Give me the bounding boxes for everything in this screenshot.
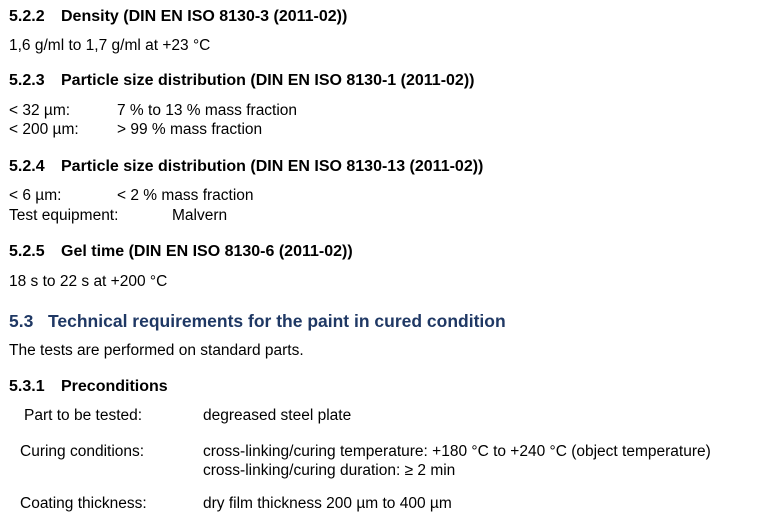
section-number: 5.3: [9, 311, 34, 331]
precondition-value: dry film thickness 200 µm to 400 µm: [203, 495, 452, 512]
precondition-value-2: cross-linking/curing duration: ≥ 2 min: [203, 462, 456, 479]
precondition-label: Part to be tested:: [24, 407, 143, 424]
spec-label: Test equipment:: [9, 207, 119, 224]
heading-5-2-3: [9, 72, 474, 90]
section-title: Particle size distribution (DIN EN ISO 8130-1 (2011-02)): [61, 72, 475, 89]
section-title: Technical requirements for the paint in cured condition: [48, 311, 506, 331]
section-title: Particle size distribution (DIN EN ISO 8130-13 (2011-02)): [61, 158, 484, 175]
spec-value: < 2 % mass fraction: [117, 187, 254, 204]
section-title: Preconditions: [61, 378, 168, 395]
spec-value: Malvern: [172, 207, 228, 224]
section-number: 5.2.4: [9, 158, 45, 175]
density-value: 1,6 g/ml to 1,7 g/ml at +23 °C: [9, 37, 211, 54]
spec-value: 7 % to 13 % mass fraction: [117, 102, 298, 119]
spec-label: < 6 µm:: [9, 187, 62, 204]
heading-5-2-2: [9, 8, 347, 26]
precondition-value: degreased steel plate: [203, 407, 352, 424]
spec-value: > 99 % mass fraction: [117, 121, 263, 138]
heading-5-2-4: [9, 158, 483, 176]
section-title: Gel time (DIN EN ISO 8130-6 (2011-02)): [61, 243, 353, 260]
section-number: 5.2.3: [9, 72, 45, 89]
spec-label: < 32 µm:: [9, 102, 71, 119]
section-number: 5.2.5: [9, 243, 45, 260]
section-intro: The tests are performed on standard parts.: [9, 342, 304, 359]
heading-5-3-1: [9, 378, 168, 396]
section-number: 5.2.2: [9, 8, 45, 25]
section-number: 5.3.1: [9, 378, 45, 395]
spec-label: < 200 µm:: [9, 121, 79, 138]
precondition-value: cross-linking/curing temperature: +180 °C to +240 °C (object temperature): [203, 443, 711, 460]
precondition-label: Curing conditions:: [20, 443, 145, 460]
heading-5-3: [9, 311, 506, 332]
precondition-label: Coating thickness:: [20, 495, 147, 512]
section-title: Density (DIN EN ISO 8130-3 (2011-02)): [61, 8, 348, 25]
heading-5-2-5: [9, 243, 353, 261]
gel-time-value: 18 s to 22 s at +200 °C: [9, 273, 168, 290]
